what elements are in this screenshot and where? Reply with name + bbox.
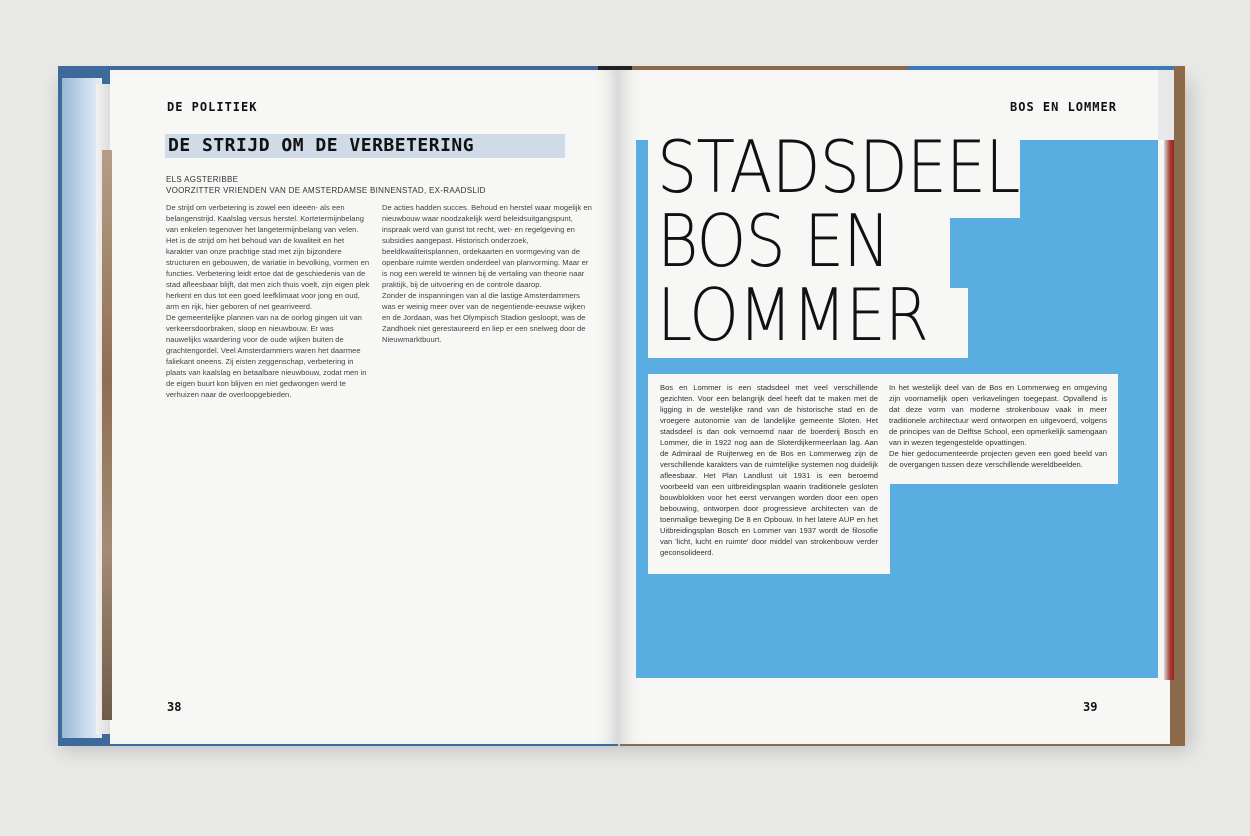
page-number-right: 39	[1083, 700, 1098, 714]
left-column-1	[166, 202, 370, 400]
paragraph: Zonder de inspanningen van al die lastige Amsterdammers was er weinig meer over van de negentiende-eeuwse wijken en de Jordaan, was het Olympisch Stadion gesloopt, was de Zandhoek niet gerestaureerd en liep er een snelweg door de Nieuwmarktbuurt.	[382, 291, 586, 344]
left-page	[110, 70, 620, 744]
page-edges-right	[1164, 140, 1174, 680]
photo-bleed-strip	[102, 150, 112, 720]
chapter-title-line: LOMMER	[657, 273, 929, 357]
paragraph: Bos en Lommer is een stadsdeel met veel verschillende gezichten. Voor een belangrijk deel heeft dat te maken met de ligging in de westelijke rand van de historische stad en de vroegere autonomie van de landelijke gemeente Sloten. Het stadsdeel is dan ook vernoemd naar de boerderij Bosch en Lommer, die in 1922 nog aan de Sloterdijkermeerlaan lag. Aan de Admiraal de Ruijterweg en de Bos en Lommerweg zijn de verschillende karakters van de ruimtelijke systemen nog duidelijk afleesbaar. Het Plan Landlust uit 1931 is een beroemd voorbeeld van een uitbreidingsplan waarin traditionele gesloten bouwblokken voor het eerst vervangen worden door een open bebouwing, ontworpen door progressieve architecten van de toenmalige beweging De 8 en Opbouw. In het latere AUP en het Uitbreidingsplan Bosch en Lommer van 1937 wordt de filosofie van 'licht, lucht en ruimte' door middel van strokenbouw verder geconsolideerd.	[660, 383, 878, 557]
article-title: DE STRIJD OM DE VERBETERING	[168, 135, 475, 156]
chapter-title-line: BOS EN	[657, 199, 890, 283]
chapter-title	[657, 125, 1069, 357]
paragraph: De acties hadden succes. Behoud en herstel waar mogelijk en nieuwbouw waar noodzakelijk werd beleidsuitgangspunt, inspraak werd van gunst tot recht, wet- en regelgeving en subsidies aangepast. Historisch onderzoek, beeldkwaliteitsplannen, ordekaarten en vormgeving van de openbare ruimte werden onderdeel van planvorming. Maar er is nog een wereld te winnen bij de vertaling van theorie naar praktijk, bij de uitvoering en de controle daarop.	[382, 203, 592, 289]
running-head-right: BOS EN LOMMER	[1010, 100, 1117, 114]
author-block	[166, 174, 486, 196]
right-column-2	[889, 382, 1107, 470]
author-name: ELS AGSTERIBBE	[166, 175, 239, 184]
right-column-1	[660, 382, 878, 558]
chapter-title-line: STADSDEEL	[657, 125, 1020, 209]
page-number-left: 38	[167, 700, 182, 714]
running-head-left: DE POLITIEK	[167, 100, 258, 114]
paragraph: In het westelijk deel van de Bos en Lommerweg en omgeving zijn voornamelijk open verkavelingen toegepast. Opvallend is dat deze vorm van moderne strokenbouw vaak in meer traditionele architectuur werd ontworpen en uitgevoerd, volgens de principes van de Delftse School, een opmerkelijk samengaan van in wezen tegengestelde opvattingen.	[889, 383, 1107, 447]
author-role: VOORZITTER VRIENDEN VAN DE AMSTERDAMSE BINNENSTAD, EX-RAADSLID	[166, 186, 486, 195]
page-edges-right-top	[1158, 70, 1174, 140]
paragraph: De gemeentelijke plannen van na de oorlog gingen uit van verkeersdoorbraken, sloop en nieuwbouw. Er was nauwelijks waardering voor de oude wijken buiten de grachtengordel. Veel Amsterdammers waren het daarmee faliekant oneens. Zij eisten zeggenschap, verbetering in plaats van kaalslag en betaalbare nieuwbouw, zodat men in de eigen buurt kon blijven en niet gedwongen werd te verhuizen naar de overloopgebieden.	[166, 313, 367, 399]
paragraph: De hier gedocumenteerde projecten geven een goed beeld van de overgangen tussen deze verschillende wereldbeelden.	[889, 449, 1107, 469]
paragraph: De strijd om verbetering is zowel een ideeën- als een belangenstrijd. Kaalslag versus herstel. Kortetermijnbelang van enkelen tegenover het langetermijnbelang van velen. Het is de strijd om het behoud van de kwaliteit en het karakter van onze prachtige stad met zijn bijzondere structuren en gebouwen, de variatie in bevolking, vormen en functies. Verbetering leidt ertoe dat de geschiedenis van de stad afleesbaar blijft, dat men zich thuis voelt, zijn eigen plek herkent en dus tot een goed leefklimaat voor jong en oud, arm en rijk, hier geboren of net gearriveerd.	[166, 203, 370, 311]
left-column-2	[382, 202, 592, 345]
